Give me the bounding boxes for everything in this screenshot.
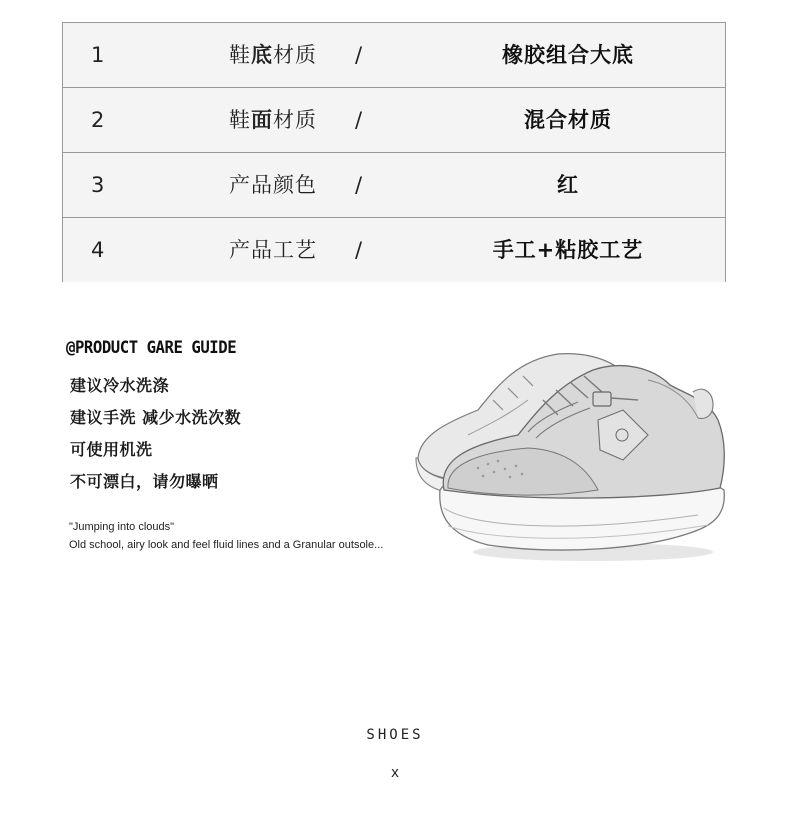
quote-headline: "Jumping into clouds": [69, 521, 175, 533]
spec-row-sole-material: [63, 23, 725, 88]
care-item: 建议手洗 减少水洗次数: [70, 408, 242, 427]
footer-x-mark: x: [391, 764, 399, 781]
row-label: 产品颜色: [229, 173, 317, 197]
care-item: 不可漂白，请勿曝晒: [70, 472, 219, 491]
row-number: 1: [91, 43, 105, 67]
row-number: 3: [91, 173, 105, 197]
row-separator: /: [355, 108, 363, 132]
row-value: 混合材质: [524, 108, 612, 132]
row-separator: /: [355, 238, 363, 262]
footer-shoes-label: SHOES: [366, 727, 424, 743]
row-separator: /: [355, 43, 363, 67]
care-item: 可使用机洗: [70, 440, 153, 459]
row-value: 手工+粘胶工艺: [492, 238, 644, 262]
spec-table: [62, 22, 726, 282]
row-separator: /: [355, 173, 363, 197]
care-item: 建议冷水洗涤: [70, 376, 170, 395]
care-instructions-list: [70, 372, 241, 500]
spec-row-upper-material: [63, 88, 725, 153]
row-number: 2: [91, 108, 105, 132]
sneaker-illustration: [408, 340, 738, 572]
row-label: 鞋底材质: [229, 43, 317, 67]
care-guide-title: @PRODUCT GARE GUIDE: [66, 338, 237, 358]
row-label: 鞋面材质: [229, 108, 317, 132]
row-number: 4: [91, 238, 105, 262]
product-quote: [69, 518, 383, 554]
row-label: 产品工艺: [229, 238, 317, 262]
spec-row-product-color: [63, 153, 725, 218]
spec-row-craft: [63, 218, 725, 282]
row-value: 橡胶组合大底: [502, 43, 634, 67]
row-value: 红: [557, 173, 579, 197]
quote-description: Old school, airy look and feel fluid lines and a Granular outsole...: [69, 539, 384, 551]
